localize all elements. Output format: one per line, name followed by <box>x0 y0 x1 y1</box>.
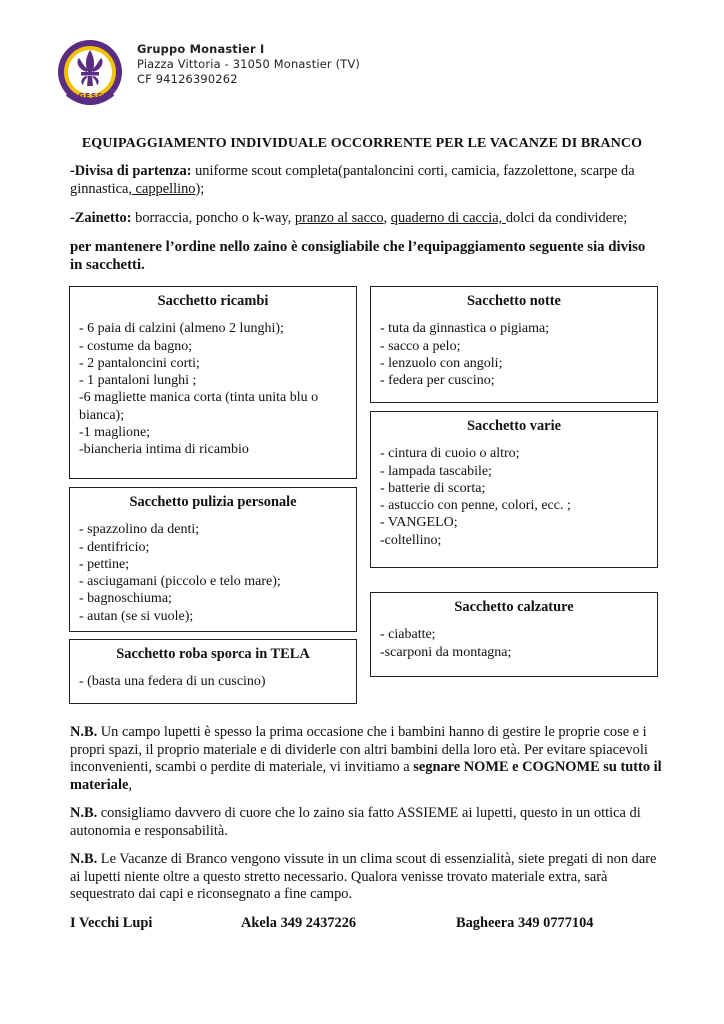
list-item: - 1 pantaloni lunghi ; <box>79 373 197 389</box>
zainetto-text-2: pranzo al sacco <box>294 210 384 226</box>
signature-akela: Akela 349 2437226 <box>241 915 357 931</box>
box-roba-sporca <box>69 639 357 704</box>
list-item: - 2 pantaloncini corti; <box>79 355 200 371</box>
list-item: -6 magliette manica corta (tinta unita blu o bianca); <box>79 390 319 423</box>
list-item: - ciabatte; <box>380 627 436 643</box>
note-2-text: consigliamo davvero di cuore che lo zaino sia fatto ASSIEME ai lupetti, questo in un ottica di autonomia e responsabilità. <box>70 805 641 839</box>
box-calzature-title: Sacchetto calzature <box>454 599 574 615</box>
zainetto-text-1: borraccia, poncho o k-way, <box>131 210 295 226</box>
note-1 <box>70 724 666 794</box>
list-item: - lenzuolo con angoli; <box>380 355 503 371</box>
list-item: - tuta da ginnastica o pigiama; <box>380 321 550 337</box>
divisa-text-1: uniforme scout completa(pantaloncini corti, camicia, fazzolettone, scarpe da ginnastica, <box>70 163 635 197</box>
list-item: - VANGELO; <box>380 515 458 531</box>
list-item: - cintura di cuoio o altro; <box>380 446 520 462</box>
box-calzature <box>370 592 658 677</box>
note-3-text: Le Vacanze di Branco vengono vissute in un clima scout di essenzialità, siete pregati di non dare ai lupetti niente oltre a questo stretto necessario. Qualora venisse trovato materiale extra, sarà sequestrato dai capi e riconsegnato a fine campo. <box>70 851 657 902</box>
intro-paragraph: per mantenere l’ordine nello zaino è consigliabile che l’equipaggiamento seguente sia diviso in sacchetti. <box>70 239 646 273</box>
list-item: -coltellino; <box>380 532 442 548</box>
signature-vecchi-lupi: I Vecchi Lupi <box>70 915 153 931</box>
signature-bagheera: Bagheera 349 0777104 <box>456 915 594 931</box>
note-3-label: N.B. <box>70 851 98 867</box>
list-item: - sacco a pelo; <box>380 338 461 354</box>
note-2-label: N.B. <box>70 805 98 821</box>
document-title: EQUIPAGGIAMENTO INDIVIDUALE OCCORRENTE PER LE VACANZE DI BRANCO <box>81 136 643 151</box>
note-1-text: Un campo lupetti è spesso la prima occasione che i bambini hanno di gestire le proprie cose e i propri spazi, il proprio materiale e di dividerle con altri bambini della loro età. Per evitare spiacevoli inconvenienti, scambi o perdite di materiale, vi invitiamo a <box>70 724 648 775</box>
box-varie-title: Sacchetto varie <box>467 418 561 434</box>
org-address: Piazza Vittoria - 31050 Monastier (TV) <box>137 57 361 71</box>
org-name: Gruppo Monastier I <box>137 42 265 56</box>
note-1-bold: segnare NOME e COGNOME su tutto il materiale <box>70 759 662 793</box>
list-item: - autan (se si vuole); <box>79 608 194 624</box>
note-3 <box>70 851 666 904</box>
box-notte-title: Sacchetto notte <box>467 293 561 309</box>
list-item: - costume da bagno; <box>79 338 193 354</box>
org-cf: CF 94126390262 <box>137 72 238 86</box>
list-item: - pettine; <box>79 556 130 572</box>
list-item: - batterie di scorta; <box>380 480 486 496</box>
box-ricambi <box>69 286 357 479</box>
zainetto-text-5: dolci da condividere; <box>505 210 628 226</box>
list-item: - bagnoschiuma; <box>79 591 172 607</box>
list-item: - (basta una federa di un cuscino) <box>79 674 266 690</box>
list-item: - federa per cuscino; <box>380 373 495 389</box>
zainetto-label: -Zainetto: <box>70 210 132 226</box>
list-item: - 6 paia di calzini (almeno 2 lunghi); <box>79 321 284 337</box>
list-item: -1 maglione; <box>79 425 151 441</box>
note-2 <box>70 805 666 840</box>
note-1-label: N.B. <box>70 724 98 740</box>
box-pulizia <box>69 487 357 632</box>
list-item: - dentifricio; <box>79 539 150 555</box>
box-notte <box>370 286 658 403</box>
list-item: - lampada tascabile; <box>380 463 492 479</box>
list-item: - spazzolino da denti; <box>79 522 200 538</box>
agesci-logo <box>55 36 125 112</box>
box-varie <box>370 411 658 568</box>
logo-text: AGESCI <box>72 92 107 100</box>
box-ricambi-title: Sacchetto ricambi <box>157 293 269 309</box>
list-item: - asciugamani (piccolo e telo mare); <box>79 574 281 590</box>
list-item: -scarponi da montagna; <box>380 644 512 660</box>
divisa-paragraph <box>70 163 666 198</box>
organization-header <box>137 42 360 87</box>
list-item: - astuccio con penne, colori, ecc. ; <box>380 498 571 514</box>
zainetto-text-4: quaderno di caccia, <box>390 210 506 226</box>
box-sporca-title: Sacchetto roba sporca in TELA <box>116 646 310 662</box>
zainetto-text-3: , <box>383 210 391 226</box>
box-pulizia-title: Sacchetto pulizia personale <box>129 494 297 510</box>
divisa-label: -Divisa di partenza: <box>70 163 192 179</box>
zainetto-paragraph <box>70 210 666 228</box>
divisa-text-2: cappellino <box>131 180 196 197</box>
divisa-text-3: ); <box>195 180 205 197</box>
note-1-end: , <box>128 776 132 793</box>
list-item: -biancheria intima di ricambio <box>79 442 249 458</box>
